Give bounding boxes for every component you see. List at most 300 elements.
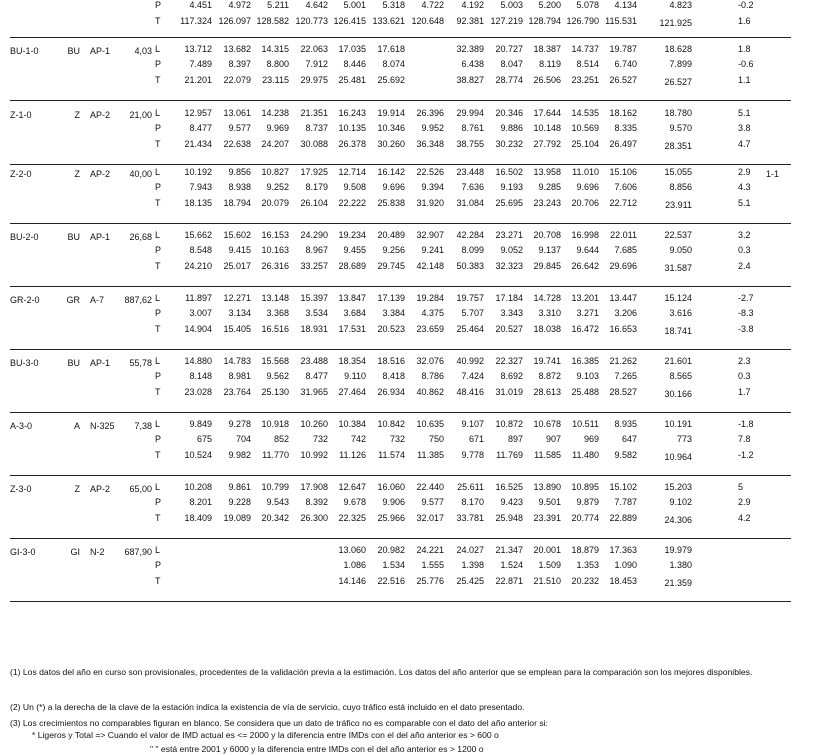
cell-value: 7.943: [189, 182, 212, 192]
imd-value: 21.601: [664, 356, 692, 366]
imd-value: 31.587: [664, 263, 692, 273]
cell-value: 8.392: [305, 497, 328, 507]
cell-value: 120.773: [295, 16, 328, 26]
cell-value: 19.787: [609, 44, 637, 54]
cell-value: 10.148: [533, 123, 561, 133]
cell-value: 3.384: [382, 308, 405, 318]
cell-value: 20.982: [377, 545, 405, 555]
growth-value: 7.8: [738, 434, 751, 444]
growth-value: 0.3: [738, 245, 751, 255]
cell-value: 11.769: [496, 450, 523, 460]
cell-value: 21.510: [533, 576, 561, 586]
cell-value: 14.728: [533, 293, 561, 303]
cell-value: 10.511: [572, 419, 599, 429]
cell-value: 16.142: [377, 167, 405, 177]
cell-value: 5.003: [500, 0, 523, 10]
cell-value: 17.618: [377, 44, 405, 54]
cell-value: 117.324: [180, 16, 212, 26]
cell-value: 7.787: [614, 497, 637, 507]
cell-value: 22.526: [416, 167, 444, 177]
kilometer-point: 65,00: [129, 484, 152, 494]
station-code: Z-3-0: [10, 484, 32, 494]
cell-value: 10.346: [377, 123, 405, 133]
cell-value: 8.099: [461, 245, 484, 255]
row-type-label: P: [155, 59, 162, 69]
cell-value: 126.097: [218, 16, 251, 26]
imd-value: 15.055: [664, 167, 692, 177]
cell-value: 8.148: [189, 371, 212, 381]
road-name: AP-2: [90, 110, 111, 120]
cell-value: 8.397: [228, 59, 251, 69]
cell-value: 7.489: [189, 59, 212, 69]
cell-value: 3.271: [576, 308, 599, 318]
cell-value: 10.872: [495, 419, 523, 429]
cell-value: 9.455: [343, 245, 366, 255]
cell-value: 22.325: [338, 513, 366, 523]
row-type-label: T: [155, 324, 161, 334]
kilometer-point: 40,00: [129, 169, 152, 179]
cell-value: 24.207: [261, 139, 289, 149]
cell-value: 23.448: [456, 167, 484, 177]
cell-value: 21.262: [609, 356, 637, 366]
cell-value: 23.764: [223, 387, 251, 397]
cell-value: 10.842: [377, 419, 405, 429]
cell-value: 12.271: [223, 293, 251, 303]
cell-value: 10.260: [300, 419, 328, 429]
cell-value: 18.794: [223, 198, 251, 208]
cell-value: 11.770: [262, 450, 289, 460]
cell-value: 1.534: [382, 560, 405, 570]
cell-value: 16.385: [571, 356, 599, 366]
imd-value: 24.306: [664, 515, 692, 525]
cell-value: 10.678: [533, 419, 561, 429]
road-name: N-325: [90, 421, 115, 431]
cell-value: 9.696: [382, 182, 405, 192]
cell-value: 7.912: [305, 59, 328, 69]
cell-value: 31.019: [495, 387, 523, 397]
road-name: AP-1: [90, 358, 111, 368]
cell-value: 3.343: [500, 308, 523, 318]
cell-value: 26.527: [609, 75, 637, 85]
cell-value: 8.737: [305, 123, 328, 133]
growth-value: 5: [738, 482, 744, 492]
cell-value: 22.079: [223, 75, 251, 85]
footnote: (2) Un (*) a la derecha de la clave de la estación indica la existencia de vía de servicio, cuyo tráfico está incluido en el dato presentado.: [10, 702, 525, 712]
cell-value: 907: [545, 434, 561, 444]
cell-value: 750: [428, 434, 444, 444]
cell-value: 20.527: [495, 324, 523, 334]
row-type-label: T: [155, 75, 161, 85]
cell-value: 10.799: [261, 482, 289, 492]
cell-value: 30.232: [495, 139, 523, 149]
cell-value: 21.434: [184, 139, 212, 149]
cell-value: 9.562: [266, 371, 289, 381]
cell-value: 1.086: [343, 560, 366, 570]
imd-value: 18.628: [664, 44, 692, 54]
cell-value: 13.712: [184, 44, 212, 54]
cell-value: 8.201: [189, 497, 212, 507]
cell-value: 16.153: [261, 230, 289, 240]
cell-value: 19.914: [377, 108, 405, 118]
cell-value: 6.438: [461, 59, 484, 69]
cell-value: 18.931: [300, 324, 328, 334]
cell-value: 20.346: [495, 108, 523, 118]
cell-value: 20.774: [571, 513, 599, 523]
cell-value: 24.210: [184, 261, 212, 271]
cell-value: 26.506: [533, 75, 561, 85]
cell-value: 742: [350, 434, 366, 444]
cell-value: 12.647: [338, 482, 366, 492]
cell-value: 16.653: [609, 324, 637, 334]
province-code: Z: [74, 110, 80, 120]
imd-value: 9.570: [669, 123, 692, 133]
row-type-label: P: [155, 123, 162, 133]
cell-value: 13.148: [261, 293, 289, 303]
cell-value: 120.648: [411, 16, 444, 26]
cell-value: 7.606: [614, 182, 637, 192]
cell-value: 1.524: [500, 560, 523, 570]
cell-value: 9.644: [576, 245, 599, 255]
cell-value: 25.838: [377, 198, 405, 208]
cell-value: 13.060: [338, 545, 366, 555]
cell-value: 7.636: [461, 182, 484, 192]
growth-value: -1.2: [738, 450, 754, 460]
growth-value: -1.8: [738, 419, 754, 429]
cell-value: 22.516: [377, 576, 405, 586]
row-divider: [10, 164, 791, 165]
cell-value: 11.010: [572, 167, 599, 177]
imd-value: 8.565: [669, 371, 692, 381]
cell-value: 17.644: [533, 108, 561, 118]
cell-value: 3.206: [614, 308, 637, 318]
cell-value: 675: [196, 434, 212, 444]
cell-value: 50.383: [456, 261, 484, 271]
cell-value: 128.794: [528, 16, 561, 26]
road-name: AP-1: [90, 232, 111, 242]
cell-value: 16.472: [571, 324, 599, 334]
cell-value: 17.363: [609, 545, 637, 555]
cell-value: 13.682: [223, 44, 251, 54]
cell-value: 20.708: [533, 230, 561, 240]
cell-value: 15.102: [609, 482, 637, 492]
cell-value: 8.477: [189, 123, 212, 133]
imd-value: 23.911: [665, 200, 692, 210]
row-type-label: L: [155, 167, 161, 177]
cell-value: 25.966: [377, 513, 405, 523]
cell-value: 10.163: [261, 245, 289, 255]
cell-value: 12.957: [184, 108, 212, 118]
cell-value: 704: [235, 434, 251, 444]
cell-value: 21.201: [184, 75, 212, 85]
kilometer-point: 887,62: [124, 295, 152, 305]
cell-value: 15.106: [609, 167, 637, 177]
imd-value: 19.979: [664, 545, 692, 555]
cell-value: 20.342: [261, 513, 289, 523]
cell-value: 33.257: [300, 261, 328, 271]
growth-value: -0.6: [738, 59, 754, 69]
cell-value: 20.523: [377, 324, 405, 334]
cell-value: 3.007: [189, 308, 212, 318]
cell-value: 133.621: [372, 16, 405, 26]
kilometer-point: 21,00: [129, 110, 152, 120]
cell-value: 11.385: [417, 450, 444, 460]
cell-value: 14.880: [184, 356, 212, 366]
cell-value: 10.895: [571, 482, 599, 492]
cell-value: 24.290: [300, 230, 328, 240]
imd-value: 15.203: [664, 482, 692, 492]
cell-value: 16.525: [495, 482, 523, 492]
row-type-label: T: [155, 198, 161, 208]
cell-value: 127.219: [490, 16, 523, 26]
imd-value: 121.925: [659, 18, 692, 28]
cell-value: 26.934: [377, 387, 405, 397]
growth-value: -3.8: [738, 324, 754, 334]
cell-value: 23.028: [184, 387, 212, 397]
cell-value: 28.613: [533, 387, 561, 397]
cell-value: 17.531: [338, 324, 366, 334]
cell-value: 9.577: [228, 123, 251, 133]
imd-value: 21.359: [664, 578, 692, 588]
cell-value: 32.017: [416, 513, 444, 523]
cell-value: 18.409: [184, 513, 212, 523]
cell-value: 8.786: [421, 371, 444, 381]
row-divider: [10, 223, 791, 224]
cell-value: 29.975: [300, 75, 328, 85]
station-code: BU-3-0: [10, 358, 39, 368]
cell-value: 28.774: [495, 75, 523, 85]
cell-value: 19.757: [456, 293, 484, 303]
growth-value: 4.3: [738, 182, 751, 192]
growth-value: 3.8: [738, 123, 751, 133]
imd-value: 9.050: [669, 245, 692, 255]
cell-value: 31.084: [456, 198, 484, 208]
imd-value: 773: [676, 434, 692, 444]
cell-value: 23.488: [300, 356, 328, 366]
row-type-label: L: [155, 545, 161, 555]
cell-value: 29.745: [377, 261, 405, 271]
row-type-label: L: [155, 44, 161, 54]
cell-value: 9.228: [228, 497, 251, 507]
cell-value: 8.514: [576, 59, 599, 69]
imd-value: 8.856: [669, 182, 692, 192]
imd-value: 10.964: [664, 452, 692, 462]
cell-value: 9.241: [421, 245, 444, 255]
province-code: BU: [67, 232, 80, 242]
cell-value: 13.890: [533, 482, 561, 492]
cell-value: 17.908: [300, 482, 328, 492]
cell-value: 16.243: [338, 108, 366, 118]
cell-value: 28.527: [609, 387, 637, 397]
cell-value: 15.662: [184, 230, 212, 240]
row-divider: [10, 37, 791, 38]
cell-value: 9.982: [228, 450, 251, 460]
row-type-label: P: [155, 245, 162, 255]
province-code: GI: [70, 547, 80, 557]
cell-value: 38.755: [456, 139, 484, 149]
cell-value: 22.222: [338, 198, 366, 208]
row-type-label: L: [155, 108, 161, 118]
growth-value: 2.9: [738, 167, 751, 177]
cell-value: 1.509: [538, 560, 561, 570]
cell-value: 15.602: [223, 230, 251, 240]
row-type-label: T: [155, 16, 161, 26]
cell-value: 8.761: [461, 123, 484, 133]
kilometer-point: 4,03: [134, 46, 152, 56]
row-type-label: L: [155, 356, 161, 366]
imd-value: 7.899: [669, 59, 692, 69]
row-type-label: T: [155, 513, 161, 523]
cell-value: 19.284: [416, 293, 444, 303]
cell-value: 26.642: [571, 261, 599, 271]
cell-value: 732: [312, 434, 328, 444]
cell-value: 14.737: [571, 44, 599, 54]
cell-value: 11.480: [572, 450, 599, 460]
cell-value: 22.440: [416, 482, 444, 492]
cell-value: 9.543: [266, 497, 289, 507]
cell-value: 25.104: [571, 139, 599, 149]
cell-value: 32.323: [495, 261, 523, 271]
cell-value: 25.488: [571, 387, 599, 397]
cell-value: 18.387: [533, 44, 561, 54]
cell-value: 23.251: [571, 75, 599, 85]
cell-value: 8.047: [500, 59, 523, 69]
cell-value: 18.038: [533, 324, 561, 334]
growth-value: 4.7: [738, 139, 751, 149]
cell-value: 6.740: [614, 59, 637, 69]
cell-value: 16.502: [495, 167, 523, 177]
cell-value: 10.635: [416, 419, 444, 429]
cell-value: 126.790: [566, 16, 599, 26]
province-code: Z: [74, 169, 80, 179]
cell-value: 18.135: [184, 198, 212, 208]
station-code: A-3-0: [10, 421, 33, 431]
growth-value: 2.9: [738, 497, 751, 507]
cell-value: 3.310: [538, 308, 561, 318]
cell-value: 28.689: [338, 261, 366, 271]
cell-value: 40.992: [456, 356, 484, 366]
province-code: GR: [66, 295, 80, 305]
cell-value: 24.027: [456, 545, 484, 555]
row-divider: [10, 538, 791, 539]
cell-value: 15.568: [261, 356, 289, 366]
cell-value: 42.148: [416, 261, 444, 271]
cell-value: 26.104: [300, 198, 328, 208]
cell-value: 10.524: [184, 450, 212, 460]
cell-value: 21.347: [495, 545, 523, 555]
cell-value: 9.252: [266, 182, 289, 192]
cell-value: 9.110: [344, 371, 366, 381]
station-code: BU-2-0: [10, 232, 39, 242]
cell-value: 23.115: [262, 75, 289, 85]
cell-value: 18.879: [571, 545, 599, 555]
cell-value: 17.035: [338, 44, 366, 54]
cell-value: 26.300: [300, 513, 328, 523]
cell-value: 22.011: [610, 230, 637, 240]
station-code: GI-3-0: [10, 547, 36, 557]
cell-value: 15.397: [300, 293, 328, 303]
road-name: AP-2: [90, 169, 111, 179]
cell-value: 19.089: [223, 513, 251, 523]
cell-value: 22.063: [300, 44, 328, 54]
row-type-label: P: [155, 182, 162, 192]
cell-value: 5.001: [343, 0, 366, 10]
cell-value: 25.695: [495, 198, 523, 208]
cell-value: 22.889: [609, 513, 637, 523]
cell-value: 1.353: [576, 560, 599, 570]
cell-value: 29.994: [456, 108, 484, 118]
footnote: " " está entre 2001 y 6000 y la diferencia entre IMDs con el del año anterior es > 1200 o: [150, 744, 484, 754]
cell-value: 10.569: [571, 123, 599, 133]
imd-value: 3.616: [669, 308, 692, 318]
cell-value: 5.211: [267, 0, 289, 10]
cell-value: 23.271: [495, 230, 523, 240]
cell-value: 25.611: [457, 482, 484, 492]
cell-value: 8.179: [305, 182, 328, 192]
row-divider: [10, 349, 791, 350]
cell-value: 10.918: [261, 419, 289, 429]
cell-value: 4.972: [228, 0, 251, 10]
cell-value: 732: [389, 434, 405, 444]
imd-value: 18.741: [664, 326, 692, 336]
cell-value: 17.925: [300, 167, 328, 177]
cell-value: 14.535: [571, 108, 599, 118]
cell-value: 3.134: [228, 308, 251, 318]
cell-value: 126.415: [333, 16, 366, 26]
cell-value: 9.103: [576, 371, 599, 381]
growth-value: 1.8: [738, 44, 751, 54]
cell-value: 9.256: [382, 245, 405, 255]
cell-value: 25.425: [456, 576, 484, 586]
cell-value: 9.849: [189, 419, 212, 429]
imd-value: 15.124: [664, 293, 692, 303]
row-type-label: T: [155, 576, 161, 586]
growth-value: 5.1: [738, 108, 751, 118]
growth-value: 5.1: [738, 198, 751, 208]
row-divider: [10, 412, 791, 413]
cell-value: 7.424: [461, 371, 484, 381]
cell-value: 20.706: [571, 198, 599, 208]
cell-value: 9.778: [461, 450, 484, 460]
cell-value: 9.052: [500, 245, 523, 255]
cell-value: 10.135: [338, 123, 366, 133]
cell-value: 25.130: [261, 387, 289, 397]
cell-value: 23.243: [533, 198, 561, 208]
cell-value: 13.958: [533, 167, 561, 177]
cell-value: 9.678: [343, 497, 366, 507]
cell-value: 9.423: [500, 497, 523, 507]
growth-value: 2.4: [738, 261, 751, 271]
cell-value: 4.451: [189, 0, 212, 10]
row-type-label: T: [155, 139, 161, 149]
cell-value: 32.907: [416, 230, 444, 240]
cell-value: 9.394: [421, 182, 444, 192]
cell-value: 4.192: [461, 0, 484, 10]
cell-value: 8.418: [382, 371, 405, 381]
cell-value: 42.284: [456, 230, 484, 240]
cell-value: 7.685: [614, 245, 637, 255]
cell-value: 13.201: [571, 293, 599, 303]
cell-value: 17.139: [377, 293, 405, 303]
cell-value: 128.582: [256, 16, 289, 26]
cell-value: 27.792: [533, 139, 561, 149]
cell-value: 22.638: [223, 139, 251, 149]
cell-value: 16.998: [571, 230, 599, 240]
cell-value: 8.335: [614, 123, 637, 133]
cell-value: 969: [583, 434, 599, 444]
cell-value: 10.192: [184, 167, 212, 177]
province-code: BU: [67, 46, 80, 56]
cell-value: 31.920: [416, 198, 444, 208]
